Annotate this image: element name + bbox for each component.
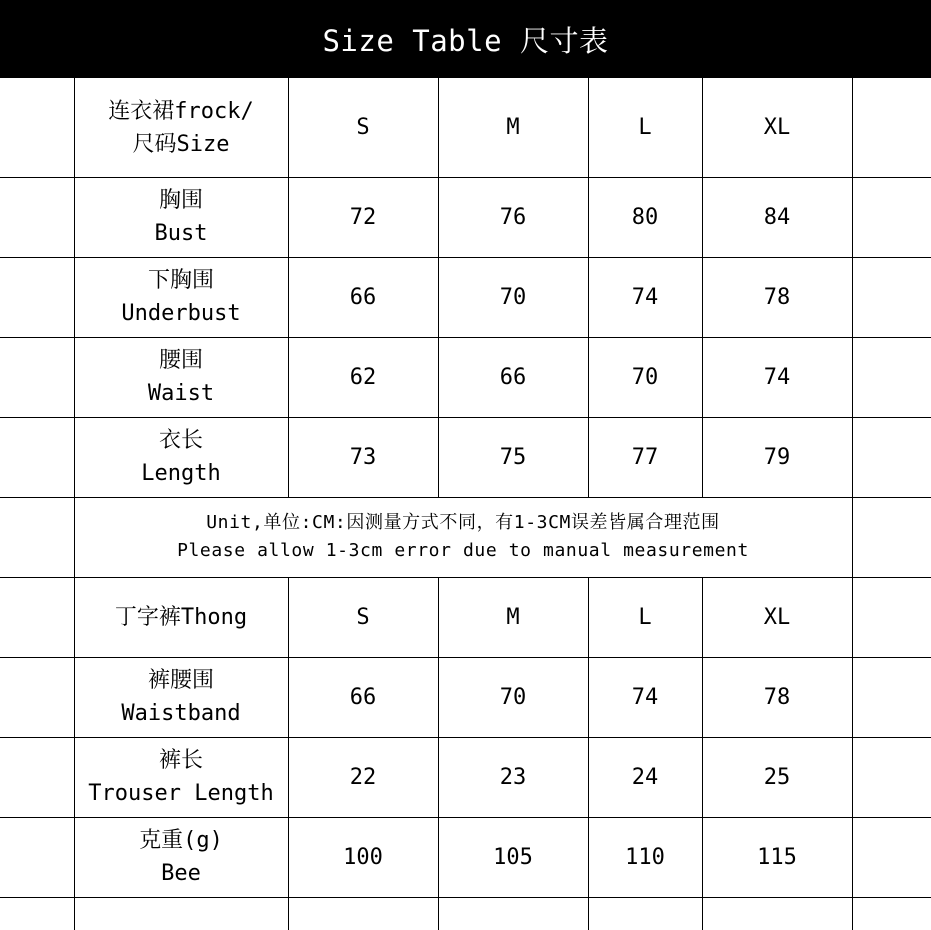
measurement-label-line: Underbust	[121, 301, 241, 326]
measurement-value: 70	[499, 284, 527, 310]
measurement-label-line: Waistband	[121, 701, 241, 726]
measurement-value: 24	[631, 764, 659, 790]
measurement-value: 70	[499, 684, 527, 710]
note-line: Unit,单位:CM:因测量方式不同，有1-3CM误差皆属合理范围	[206, 512, 720, 533]
measurement-label-line: Waist	[147, 381, 215, 406]
column-divider	[852, 78, 853, 930]
measurement-value: 84	[763, 204, 791, 230]
thong-header-label-line: 丁字裤Thong	[114, 604, 248, 630]
measurement-value: 78	[763, 684, 791, 710]
measurement-value: 115	[757, 844, 797, 870]
measurement-value: 76	[499, 204, 527, 230]
measurement-note	[74, 497, 852, 577]
measurement-label-line: Bust	[154, 221, 208, 246]
measurement-label-line: 衣长	[158, 428, 203, 453]
measurement-label-line: Bee	[161, 861, 201, 886]
measurement-value: 62	[349, 364, 377, 390]
measurement-value: 23	[499, 764, 527, 790]
size-header-s: S	[356, 604, 370, 630]
measurement-value: 72	[349, 204, 377, 230]
measurement-label-line: 裤长	[158, 748, 203, 773]
measurement-value: 25	[763, 764, 791, 790]
measurement-label	[74, 657, 288, 737]
size-table-title: Size Table 尺寸表	[0, 0, 931, 78]
measurement-value: 77	[631, 444, 659, 470]
measurement-value: 74	[763, 364, 791, 390]
measurement-label	[74, 177, 288, 257]
measurement-label-line: Length	[141, 461, 221, 486]
measurement-value: 66	[499, 364, 527, 390]
measurement-label-line: 胸围	[158, 188, 203, 213]
size-table	[0, 78, 931, 930]
measurement-label-line: 腰围	[158, 348, 203, 373]
dress-header-label	[74, 78, 288, 177]
measurement-label	[74, 417, 288, 497]
measurement-label	[74, 817, 288, 897]
measurement-value: 105	[493, 844, 533, 870]
size-header-xl: XL	[763, 604, 791, 630]
dress-header-label-line: 尺码Size	[132, 131, 230, 157]
measurement-value: 74	[631, 684, 659, 710]
measurement-label	[74, 257, 288, 337]
measurement-value: 22	[349, 764, 377, 790]
size-header-m: M	[506, 604, 520, 630]
measurement-value: 80	[631, 204, 659, 230]
size-header-m: M	[506, 115, 520, 140]
measurement-label-line: 克重(g)	[139, 828, 223, 853]
measurement-value: 70	[631, 364, 659, 390]
measurement-value: 66	[349, 284, 377, 310]
measurement-value: 78	[763, 284, 791, 310]
measurement-value: 79	[763, 444, 791, 470]
measurement-value: 75	[499, 444, 527, 470]
row-divider	[0, 897, 931, 898]
measurement-label-line: 下胸围	[147, 268, 214, 293]
size-header-s: S	[356, 115, 370, 140]
measurement-value: 110	[625, 844, 665, 870]
measurement-value: 100	[343, 844, 383, 870]
measurement-label-line: 裤腰围	[147, 668, 214, 693]
note-line: Please allow 1-3cm error due to manual measurement	[177, 540, 749, 561]
measurement-label-line: Trouser Length	[88, 781, 274, 806]
dress-header-label-line: 连衣裙frock/	[108, 98, 254, 124]
measurement-value: 73	[349, 444, 377, 470]
measurement-value: 74	[631, 284, 659, 310]
size-header-xl: XL	[763, 115, 791, 140]
measurement-label	[74, 737, 288, 817]
size-header-l: L	[638, 115, 652, 140]
size-header-l: L	[638, 604, 652, 630]
measurement-label	[74, 337, 288, 417]
thong-header-label	[74, 577, 288, 657]
measurement-value: 66	[349, 684, 377, 710]
